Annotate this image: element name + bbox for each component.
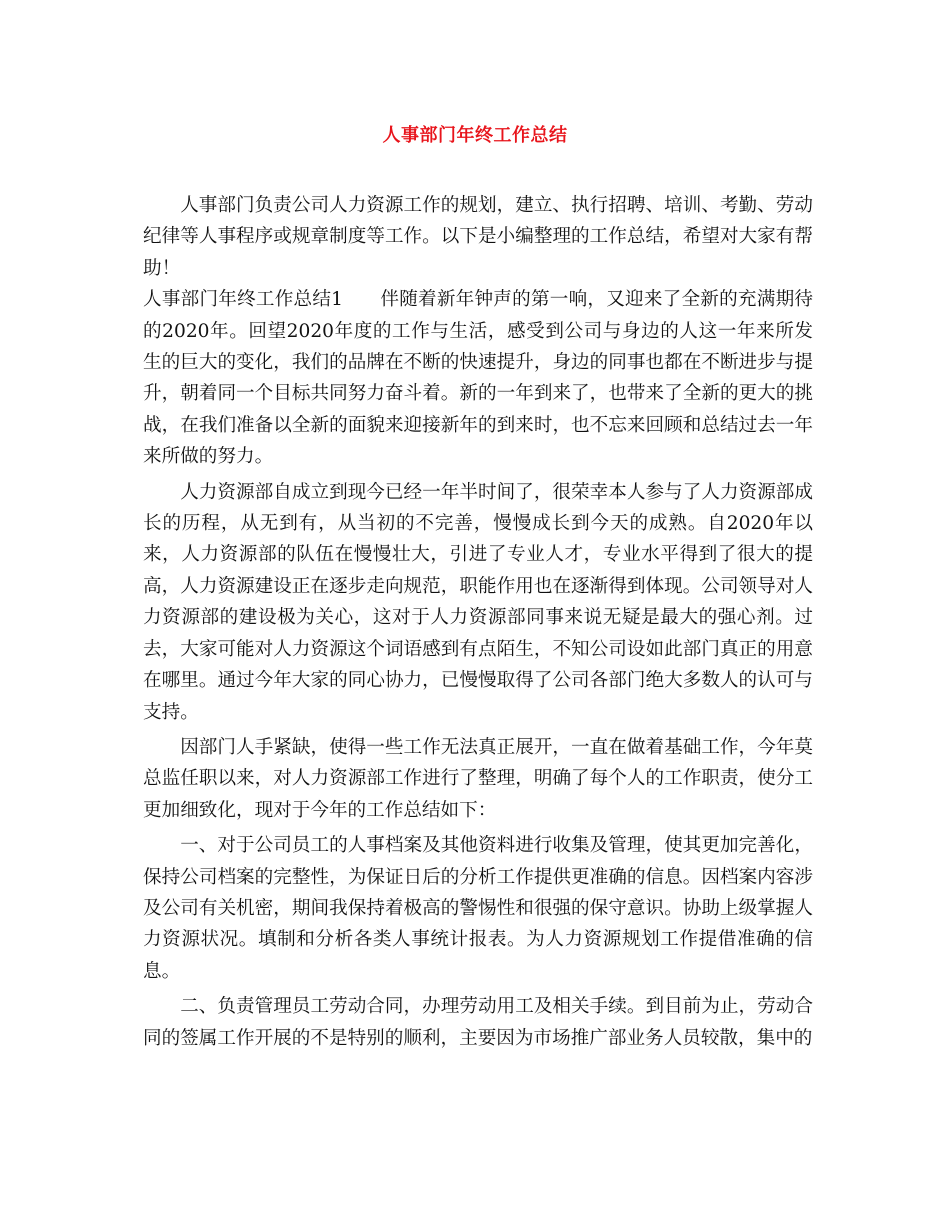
section-1-heading: 人事部门年终工作总结1 — [143, 289, 343, 311]
paragraph-item-2: 二、负责管理员工劳动合同，办理劳动用工及相关手续。到目前为止，劳动合同的签属工作开展的不是特别的顺利，主要因为市场推广部业务人员较散，集中的 — [143, 996, 813, 1049]
section-1-text: 伴随着新年钟声的第一响，又迎来了全新的充满期待的2020年。回望2020年度的工作与生活，感受到公司与身边的人这一年来所发生的巨大的变化，我们的品牌在不断的快速提升，身边的同事也都在不断进步与提升，朝着同一个目标共同努力奋斗着。新的一年到来了，也带来了全新的更大的挑战，在我们准备以全新的面貌来迎接新年的到来时，也不忘来回顾和总结过去一年来所做的努力。 — [143, 289, 813, 468]
document-body — [143, 190, 813, 1054]
paragraph-item-1: 一、对于公司员工的人事档案及其他资料进行收集及管理，使其更加完善化，保持公司档案的完整性，为保证日后的分析工作提供更准确的信息。因档案内容涉及公司有关机密，期间我保持着极高的警惕性和很强的保守意识。协助上级掌握人力资源状况。填制和分析各类人事统计报表。为人力资源规划工作提借准确的信息。 — [143, 835, 813, 982]
paragraph-hr-history: 人力资源部自成立到现今已经一年半时间了，很荣幸本人参与了人力资源部成长的历程，从无到有，从当初的不完善，慢慢成长到今天的成熟。自2020年以来，人力资源部的队伍在慢慢壮大，引进了专业人才，专业水平得到了很大的提高，人力资源建设正在逐步走向规范，职能作用也在逐渐得到体现。公司领导对人力资源部的建设极为关心，这对于人力资源部同事来说无疑是最大的强心剂。过去，大家可能对人力资源这个词语感到有点陌生，不知公司设如此部门真正的用意在哪里。通过今年大家的同心协力，已慢慢取得了公司各部门绝大多数人的认可与支持。 — [143, 481, 813, 723]
paragraph-staffing: 因部门人手紧缺，使得一些工作无法真正展开，一直在做着基础工作，今年莫总监任职以来，对人力资源部工作进行了整理，明确了每个人的工作职责，使分工更加细致化，现对于今年的工作总结如下： — [143, 736, 813, 821]
section-spacer — [343, 289, 380, 310]
document-title: 人事部门年终工作总结 — [382, 125, 568, 146]
section-1-paragraph — [143, 284, 813, 472]
intro-paragraph: 人事部门负责公司人力资源工作的规划，建立、执行招聘、培训、考勤、劳动纪律等人事程序或规章制度等工作。以下是小编整理的工作总结，希望对大家有帮助！ — [143, 195, 813, 279]
